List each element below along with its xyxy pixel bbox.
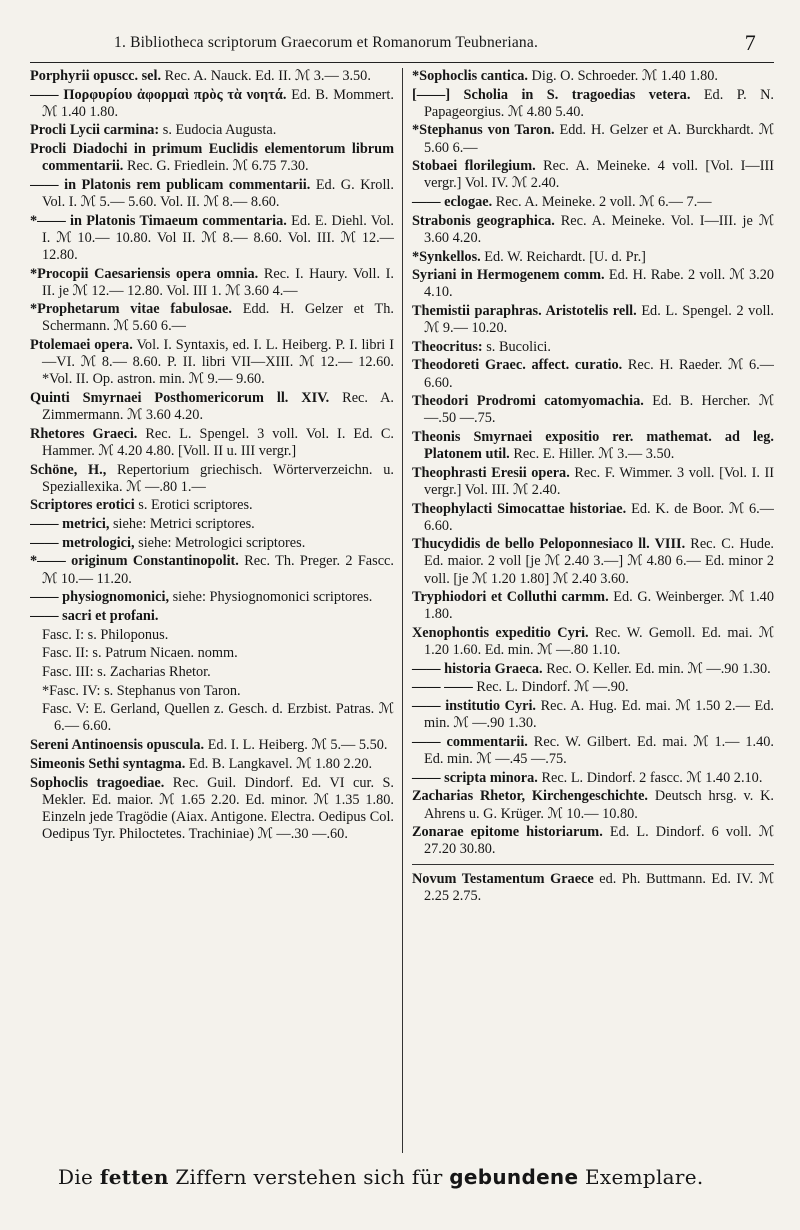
- entry-details: siehe: Metrici scriptores.: [109, 516, 255, 533]
- catalog-entry: [30, 87, 394, 121]
- entry-title: —— sacri et profani.: [30, 607, 159, 624]
- catalog-entry: [30, 535, 394, 552]
- running-title: 1. Bibliotheca scriptorum Graecorum et Romanorum Teubneriana.: [114, 34, 539, 51]
- right-column: [402, 68, 774, 1153]
- entry-title: Scriptores erotici: [30, 497, 135, 514]
- footer-text-2: Ziffern verstehen sich für: [168, 1165, 450, 1189]
- catalog-entry: [412, 267, 774, 301]
- entry-title: Stobaei florilegium.: [411, 158, 536, 175]
- entry-details: Ed. K. de Boor. ℳ 6.— 6.60.: [423, 500, 774, 534]
- entry-details: Rec. E. Hiller. ℳ 3.— 3.50.: [509, 446, 675, 463]
- entry-title: *—— originum Constantinopolit.: [30, 553, 239, 570]
- header-rule: [30, 62, 774, 63]
- entry-details: Rec. A. Hug. Ed. mai. ℳ 1.50 2.— Ed. min. ℳ —.90 1.30.: [423, 698, 774, 732]
- entry-details: Rec. W. Gilbert. Ed. mai. ℳ 1.— 1.40. Ed. min. ℳ —.45 —.75.: [423, 733, 774, 768]
- entry-details: *Fasc. IV: s. Stephanus von Taron.: [42, 682, 241, 699]
- entry-title: Xenophontis expeditio Cyri.: [411, 625, 589, 641]
- entry-details: Ed. P. N. Papageorgius. ℳ 4.80 5.40.: [423, 86, 774, 120]
- catalog-entry: [30, 301, 394, 335]
- entry-title: Theophrasti Eresii opera.: [411, 464, 570, 481]
- left-column: [30, 68, 402, 1153]
- catalog-entry: [30, 141, 394, 175]
- page-header: [32, 30, 770, 60]
- catalog-entry: [412, 465, 774, 499]
- catalog-entry: [30, 462, 394, 496]
- entry-details: Rec. W. Gemoll. Ed. mai. ℳ 1.20 1.60. Ed. min. ℳ —.80 1.10.: [423, 625, 774, 659]
- entry-details: Vol. I. Syntaxis, ed. I. L. Heiberg. P. I. libri I—VI. ℳ 8.— 8.60. P. II. libri VII—XIII. ℳ 12.— 12.60. *Vol. II. Op. astron. min. ℳ 9.— 9.60.: [42, 337, 394, 388]
- entry-details: Rec. L. Spengel. 3 voll. Vol. I. Ed. C. Hammer. ℳ 4.20 4.80. [Voll. II u. III vergr.]: [42, 425, 394, 459]
- entry-title: Novum Testamentum Graece: [411, 871, 594, 888]
- entry-title: *Stephanus von Taron.: [411, 122, 555, 139]
- entry-details: Rec. A. Meineke. 2 voll. ℳ 6.— 7.—: [492, 194, 712, 211]
- entry-details: Ed. G. Weinberger. ℳ 1.40 1.80.: [423, 589, 774, 623]
- entry-title: Themistii paraphras. Aristotelis rell.: [411, 302, 637, 319]
- catalog-entry: [412, 429, 774, 463]
- catalog-entry: [30, 664, 394, 681]
- entry-details: Rec. Guil. Dindorf. Ed. VI cur. S. Mekler. Ed. maior. ℳ 1.65 2.20. Ed. minor. ℳ 1.35 1.80. Einzeln jede Tragödie (Aiax. Antigone. Electra. Oedipus Col. Oedipus Tyr. Philoctetes. Trachiniae) ℳ —.30 —.60.: [42, 774, 394, 842]
- entry-details: Fasc. I: s. Philoponus.: [42, 626, 169, 643]
- entry-details: siehe: Physiognomonici scriptores.: [169, 589, 373, 606]
- entry-details: Repertorium griechisch. Wörterverzeichn. u. Speziallexika. ℳ —.80 1.—: [42, 461, 394, 495]
- catalog-entry: [30, 122, 394, 139]
- catalog-entry: [412, 122, 774, 156]
- entry-title: Strabonis geographica.: [411, 212, 555, 229]
- catalog-entry: [412, 249, 774, 266]
- entry-title: Zacharias Rhetor, Kirchengeschichte.: [411, 788, 648, 805]
- entry-details: Fasc. V: E. Gerland, Quellen z. Gesch. d. Erzbist. Patras. ℳ 6.— 6.60.: [42, 701, 394, 735]
- entry-details: Fasc. III: s. Zacharias Rhetor.: [42, 663, 211, 680]
- page-number: 7: [744, 30, 756, 55]
- entry-details: s. Bucolici.: [482, 338, 551, 355]
- catalog-entry: [30, 68, 394, 85]
- entry-title: —— eclogae.: [411, 194, 493, 211]
- entry-details: s. Erotici scriptores.: [134, 497, 253, 514]
- catalog-entry: [412, 158, 774, 192]
- footer-note: [58, 1165, 778, 1189]
- catalog-entry: [30, 589, 394, 606]
- entry-details: Rec. H. Raeder. ℳ 6.— 6.60.: [423, 357, 774, 391]
- entry-details: Ed. W. Reichardt. [U. d. Pr.]: [480, 248, 646, 265]
- entry-details: Ed. B. Langkavel. ℳ 1.80 2.20.: [185, 755, 373, 772]
- entry-title: Procli Lycii carmina:: [30, 122, 160, 139]
- catalog-entry: [412, 589, 774, 623]
- entry-title: *—— in Platonis Timaeum commentaria.: [30, 212, 287, 229]
- entry-details: Ed. G. Kroll. Vol. I. ℳ 5.— 5.60. Vol. II. ℳ 8.— 8.60.: [42, 176, 394, 211]
- footer-text-1: Die: [58, 1165, 100, 1189]
- entry-title: Porphyrii opuscc. sel.: [30, 68, 162, 84]
- catalog-entry: [30, 775, 394, 843]
- entry-details: Rec. A. Zimmermann. ℳ 3.60 4.20.: [42, 390, 394, 424]
- entry-title: —— historia Graeca.: [411, 660, 543, 677]
- catalog-entry: [412, 824, 774, 858]
- entry-details: Ed. L. Spengel. 2 voll. ℳ 9.— 10.20.: [423, 302, 774, 337]
- catalog-entry: [30, 701, 394, 735]
- catalog-entry: [30, 390, 394, 424]
- entry-details: Ed. L. Dindorf. 6 voll. ℳ 27.20 30.80.: [423, 824, 774, 858]
- entry-title: Theocritus:: [411, 338, 483, 355]
- entry-details: Ed. I. L. Heiberg. ℳ 5.— 5.50.: [204, 737, 388, 754]
- entry-title: —— institutio Cyri.: [411, 698, 537, 715]
- catalog-entry: [30, 337, 394, 388]
- entry-details: Edd. H. Gelzer et A. Burckhardt. ℳ 5.60 6.—: [423, 122, 774, 156]
- entry-details: Rec. A. Nauck. Ed. II. ℳ 3.— 3.50.: [161, 68, 371, 84]
- entry-title: Schöne, H.,: [30, 461, 107, 478]
- catalog-entry: [412, 734, 774, 768]
- entry-title: Simeonis Sethi syntagma.: [30, 755, 186, 772]
- entry-details: Fasc. II: s. Patrum Nicaen. nomm.: [42, 645, 238, 662]
- entry-details: Dig. O. Schroeder. ℳ 1.40 1.80.: [527, 68, 718, 84]
- entry-details: siehe: Metrologici scriptores.: [134, 534, 306, 551]
- entry-title: Theophylacti Simocattae historiae.: [411, 500, 627, 517]
- catalog-entry: [412, 625, 774, 659]
- catalog-entry: [412, 87, 774, 121]
- entry-details: Deutsch hrsg. v. K. Ahrens u. G. Krüger. ℳ 10.— 10.80.: [423, 788, 774, 822]
- entry-details: Rec. G. Friedlein. ℳ 6.75 7.30.: [123, 158, 309, 175]
- entry-title: [——] Scholia in S. tragoedias vetera.: [411, 86, 691, 103]
- entry-title: *Sophoclis cantica.: [411, 68, 528, 84]
- entry-title: Quinti Smyrnaei Posthomericorum ll. XIV.: [30, 390, 330, 407]
- entry-title: Thucydidis de bello Peloponnesiaco ll. VIII.: [411, 536, 686, 553]
- catalog-entry: [412, 536, 774, 587]
- entry-title: Zonarae epitome historiarum.: [411, 824, 603, 841]
- catalog-entry: [412, 357, 774, 391]
- entry-title: —— scripta minora.: [411, 769, 538, 786]
- entry-details: Rec. F. Wimmer. 3 voll. [Vol. I. II vergr.] Vol. III. ℳ 2.40.: [423, 464, 774, 498]
- catalog-entry: [30, 737, 394, 754]
- footer-bold-2: gebundene: [449, 1165, 579, 1189]
- catalog-entry: [30, 426, 394, 460]
- catalog-entry: [412, 68, 774, 85]
- entry-title: Procli Diadochi in primum Euclidis elementorum librum commentarii.: [30, 141, 394, 175]
- catalog-entry: [30, 177, 394, 211]
- entry-title: *Prophetarum vitae fabulosae.: [30, 301, 232, 318]
- entry-title: *Synkellos.: [411, 248, 481, 265]
- catalog-entry: [30, 553, 394, 587]
- catalog-entry: [412, 303, 774, 337]
- entry-title: Theodoreti Graec. affect. curatio.: [411, 357, 623, 374]
- entry-details: Ed. B. Hercher. ℳ —.50 —.75.: [423, 393, 774, 427]
- catalog-entry: [30, 516, 394, 533]
- entry-details: Rec. Th. Preger. 2 Fascc. ℳ 10.— 11.20.: [42, 553, 394, 587]
- entry-title: Sophoclis tragoediae.: [30, 774, 165, 791]
- entry-title: Tryphiodori et Colluthi carmm.: [411, 589, 609, 606]
- entry-details: Ed. H. Rabe. 2 voll. ℳ 3.20 4.10.: [423, 267, 774, 301]
- entry-details: ed. Ph. Buttmann. Ed. IV. ℳ 2.25 2.75.: [423, 871, 774, 905]
- entry-title: Rhetores Graeci.: [30, 425, 138, 442]
- catalog-entry: [30, 213, 394, 264]
- catalog-entry: [30, 683, 394, 700]
- entry-details: Rec. A. Meineke. 4 voll. [Vol. I—III vergr.] Vol. IV. ℳ 2.40.: [423, 158, 774, 192]
- catalog-entry: [412, 194, 774, 211]
- entry-details: Edd. H. Gelzer et Th. Schermann. ℳ 5.60 6.—: [42, 301, 394, 335]
- catalog-entry: [412, 698, 774, 732]
- entry-title: *Procopii Caesariensis opera omnia.: [30, 265, 259, 282]
- catalog-entry: [412, 501, 774, 535]
- entry-title: —— metrologici,: [30, 534, 135, 551]
- entry-details: Rec. I. Haury. Voll. I. II. je ℳ 12.— 12.80. Vol. III 1. ℳ 3.60 4.—: [42, 265, 394, 299]
- catalog-entry: [30, 756, 394, 773]
- catalog-entry: [412, 393, 774, 427]
- catalog-entry: [30, 497, 394, 514]
- catalog-entry: [412, 770, 774, 787]
- catalog-entry: [30, 266, 394, 300]
- catalog-columns: [30, 68, 774, 1153]
- entry-title: Syriani in Hermogenem comm.: [411, 267, 605, 284]
- entry-title: —— in Platonis rem publicam commentarii.: [30, 176, 311, 193]
- entry-details: s. Eudocia Augusta.: [159, 122, 277, 139]
- catalog-entry: [412, 661, 774, 678]
- entry-title: —— metrici,: [30, 516, 110, 533]
- catalog-entry: [30, 645, 394, 662]
- catalog-entry: [30, 608, 394, 625]
- catalog-entry: [30, 627, 394, 644]
- footer-bold-1: fetten: [99, 1165, 169, 1189]
- footer-text-3: Exemplare.: [578, 1165, 704, 1189]
- entry-title: —— physiognomonici,: [30, 589, 170, 606]
- entry-details: Rec. L. Dindorf. ℳ —.90.: [472, 679, 629, 696]
- entry-details: Rec. A. Meineke. Vol. I—III. je ℳ 3.60 4.20.: [423, 212, 774, 246]
- entry-details: Ed. B. Mommert. ℳ 1.40 1.80.: [42, 86, 394, 120]
- entry-title: Theodori Prodromi catomyomachia.: [411, 393, 644, 410]
- catalog-entry: [412, 788, 774, 822]
- entry-details: Rec. L. Dindorf. 2 fascc. ℳ 1.40 2.10.: [537, 769, 763, 786]
- entry-title: Theonis Smyrnaei expositio rer. mathemat. ad leg. Platonem util.: [411, 429, 774, 463]
- entry-title: Sereni Antinoensis opuscula.: [30, 737, 205, 754]
- entry-title: —— Πορφυρίου ἀφορμαὶ πρὸς τὰ νοητά.: [30, 86, 287, 103]
- entry-title: Ptolemaei opera.: [30, 337, 133, 354]
- entry-title: —— commentarii.: [411, 733, 528, 750]
- entry-details: Rec. O. Keller. Ed. min. ℳ —.90 1.30.: [542, 660, 771, 677]
- catalog-entry: [412, 339, 774, 356]
- entry-details: Rec. C. Hude. Ed. maior. 2 voll [je ℳ 2.40 3.—] ℳ 4.80 6.— Ed. minor 2 voll. [je ℳ 1.20 1.80] ℳ 2.40 3.60.: [423, 536, 774, 587]
- entry-details: Ed. E. Diehl. Vol. I. ℳ 10.— 10.80. Vol II. ℳ 8.— 8.60. Vol. III. ℳ 12.— 12.80.: [42, 212, 394, 263]
- entry-title: —— ——: [411, 679, 473, 696]
- catalog-entry: [412, 679, 774, 696]
- catalog-entry: [412, 864, 774, 905]
- catalog-entry: [412, 213, 774, 247]
